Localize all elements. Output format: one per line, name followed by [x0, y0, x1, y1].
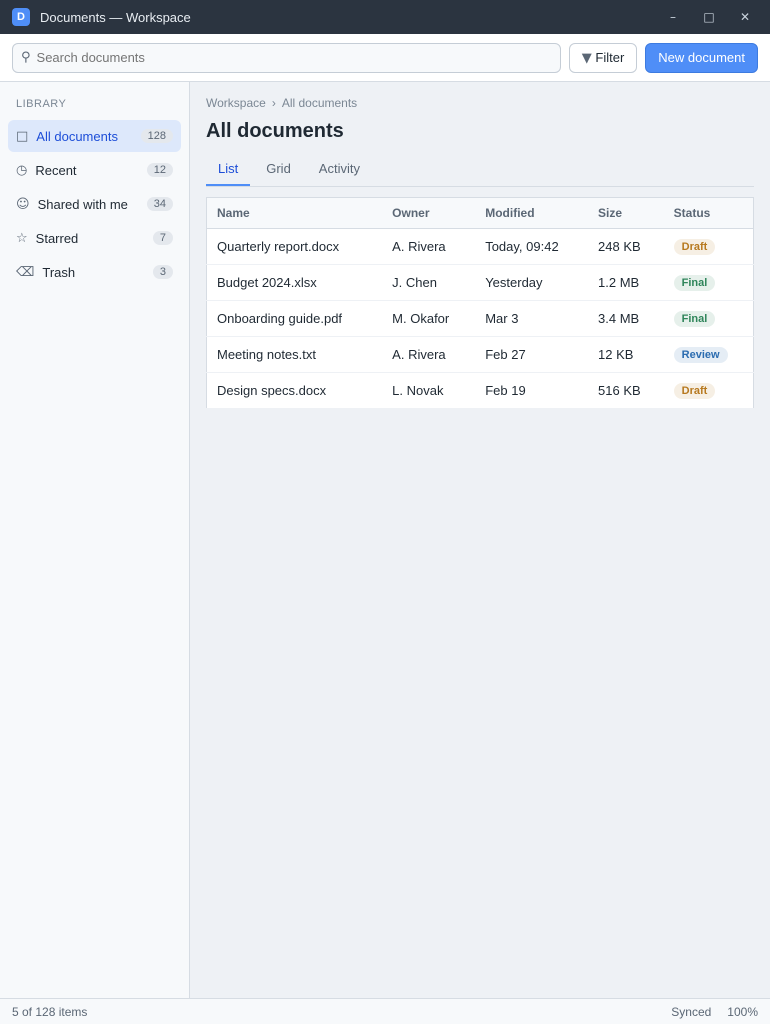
sidebar: [0, 82, 190, 998]
sidebar-item-count: 3: [153, 265, 173, 279]
breadcrumb: [206, 96, 754, 110]
cell-modified: Feb 19: [475, 373, 588, 409]
sidebar-item-label: Recent: [35, 162, 77, 178]
zoom-level-text[interactable]: 100%: [727, 1004, 758, 1019]
search-icon: ⚲: [21, 50, 31, 65]
sidebar-item-starred[interactable]: [8, 222, 181, 254]
breadcrumb-separator: ›: [271, 96, 276, 110]
sidebar-item-recent[interactable]: [8, 154, 181, 186]
app-logo-icon: D: [12, 8, 30, 26]
cell-size: 516 KB: [588, 373, 664, 409]
status-badge: Draft: [674, 239, 716, 255]
status-badge: Draft: [674, 383, 716, 399]
star-icon: ☆: [16, 230, 28, 246]
table-row[interactable]: [207, 337, 754, 373]
cell-owner: A. Rivera: [382, 337, 475, 373]
sidebar-item-label: Trash: [42, 264, 76, 280]
toolbar: [0, 34, 770, 82]
new-document-button[interactable]: New document: [645, 43, 758, 73]
cell-name: Quarterly report.docx: [207, 229, 383, 265]
cell-size: 12 KB: [588, 337, 664, 373]
cell-modified: Yesterday: [475, 265, 588, 301]
table-row[interactable]: [207, 265, 754, 301]
tab-activity[interactable]: Activity: [318, 161, 360, 176]
tab-list[interactable]: List: [206, 153, 250, 186]
cell-status: [664, 373, 754, 409]
column-header-status[interactable]: Status: [664, 198, 754, 229]
table-row[interactable]: [207, 229, 754, 265]
page-title: All documents: [206, 120, 344, 142]
filter-button[interactable]: [569, 43, 638, 73]
sidebar-item-shared[interactable]: [8, 188, 181, 220]
tab-grid[interactable]: Grid: [266, 161, 291, 176]
cell-size: 3.4 MB: [588, 301, 664, 337]
cell-owner: J. Chen: [382, 265, 475, 301]
filter-icon: ▼: [581, 50, 592, 66]
cell-size: 1.2 MB: [588, 265, 664, 301]
search-box[interactable]: [12, 43, 561, 73]
document-icon: □: [16, 128, 29, 144]
status-badge: Final: [674, 311, 716, 327]
cell-name: Meeting notes.txt: [207, 337, 383, 373]
content-pane: [190, 82, 770, 998]
documents-table: [206, 197, 754, 409]
item-count-text: 5 of 128 items: [12, 1004, 88, 1019]
cell-owner: M. Okafor: [382, 301, 475, 337]
cell-owner: A. Rivera: [382, 229, 475, 265]
cell-name: Budget 2024.xlsx: [207, 265, 383, 301]
sidebar-item-all-documents[interactable]: [8, 120, 181, 152]
sidebar-item-count: 34: [147, 197, 173, 211]
column-header-name[interactable]: Name: [207, 198, 383, 229]
close-icon[interactable]: ✕: [732, 6, 758, 28]
sidebar-item-trash[interactable]: [8, 256, 181, 288]
table-header-row: [207, 198, 754, 229]
column-header-size[interactable]: Size: [588, 198, 664, 229]
status-bar: [0, 998, 770, 1024]
cell-name: Design specs.docx: [207, 373, 383, 409]
table-row[interactable]: [207, 373, 754, 409]
filter-button-label: Filter: [595, 49, 625, 65]
status-badge: Final: [674, 275, 716, 291]
minimize-icon[interactable]: –: [660, 6, 686, 28]
sidebar-heading: LIBRARY: [16, 98, 67, 110]
cell-owner: L. Novak: [382, 373, 475, 409]
cell-modified: Today, 09:42: [475, 229, 588, 265]
breadcrumb-current: All documents: [281, 96, 358, 110]
maximize-icon[interactable]: □: [696, 6, 722, 28]
title-bar: [0, 0, 770, 34]
cell-size: 248 KB: [588, 229, 664, 265]
cell-modified: Mar 3: [475, 301, 588, 337]
cell-status: [664, 337, 754, 373]
sidebar-item-count: 12: [147, 163, 173, 177]
people-icon: ☺: [16, 196, 30, 212]
cell-status: [664, 229, 754, 265]
sync-status-text: Synced: [671, 1004, 712, 1019]
cell-name: Onboarding guide.pdf: [207, 301, 383, 337]
sidebar-item-label: Starred: [35, 230, 79, 246]
sidebar-item-label: Shared with me: [37, 196, 128, 212]
status-badge: Review: [674, 347, 728, 363]
cell-status: [664, 265, 754, 301]
table-row[interactable]: [207, 301, 754, 337]
sidebar-item-count: 128: [141, 129, 173, 143]
cell-modified: Feb 27: [475, 337, 588, 373]
breadcrumb-root[interactable]: Workspace: [206, 96, 266, 110]
search-input[interactable]: [37, 50, 552, 65]
view-tabs: [206, 153, 754, 187]
column-header-modified[interactable]: Modified: [475, 198, 588, 229]
clock-icon: ◷: [16, 162, 28, 178]
window-title: Documents — Workspace: [40, 9, 191, 25]
main-area: [0, 82, 770, 998]
sidebar-item-label: All documents: [36, 128, 118, 144]
sidebar-item-count: 7: [153, 231, 173, 245]
cell-status: [664, 301, 754, 337]
trash-icon: ⌫: [16, 264, 35, 280]
table-body: [207, 229, 754, 409]
column-header-owner[interactable]: Owner: [382, 198, 475, 229]
